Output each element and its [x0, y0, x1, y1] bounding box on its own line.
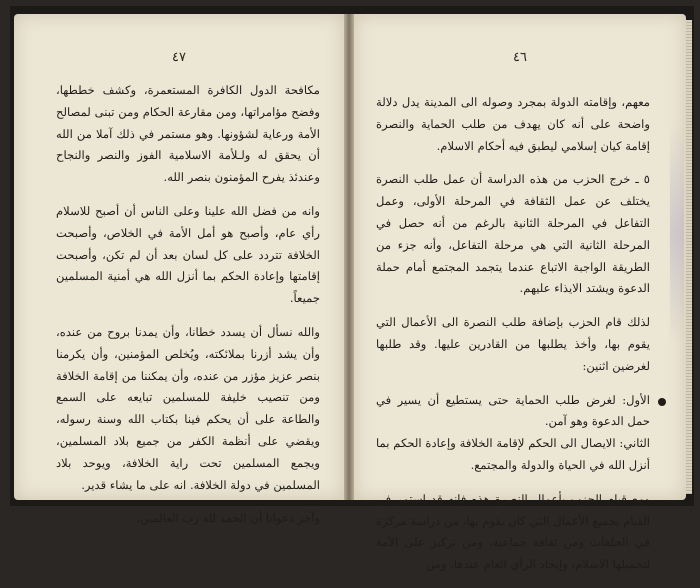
right-paragraph: لذلك قام الحزب بإضافة طلب النصرة الى الأعمال التي يقوم بها، وأخذ يطلبها من القادرين عليها. وقد طلبها لغرضين اثنين: [376, 315, 650, 373]
pencil-mark [670, 124, 684, 344]
right-page [354, 14, 686, 572]
right-paragraph-second-purpose: الثاني: الايصال الى الحكم لإقامة الخلافة وإعادة الحكم بما أنزل الله في الحياة والدولة والمجتمع. [376, 436, 650, 472]
open-book [10, 6, 694, 572]
right-page-number: ٤٦ [513, 50, 527, 65]
left-page-number: ٤٧ [172, 50, 186, 65]
bullet-dot-icon [658, 398, 666, 406]
book-gutter [344, 14, 354, 500]
left-page [14, 14, 344, 526]
right-paragraph: ٥ ـ خرج الحزب من هذه الدراسة أن عمل طلب النصرة يختلف عن عمل الثقافة في المرحلة الأولى، وعمل التفاعل في المرحلة الثانية بالرغم من أنه حصل في المرحلة الثانية التي هي مرحلة التفاعل، وأنه جزء من الطريقة الواجبة الاتباع عندما يتجمد المجتمع أمام حملة الدعوة ويشتد الايذاء عليهم. [376, 172, 650, 296]
right-paragraph: معهم، وإقامته الدولة بمجرد وصوله الى المدينة يدل دلالة واضحة على أنه كان يهدف من طلب الحماية والنصرة إقامة كيان إسلامي ليطبق فيه أحكام الاسلام. [376, 95, 650, 153]
page-edges [686, 20, 692, 494]
left-page-text [56, 80, 320, 542]
right-paragraph: ومع قيام الحزب بأعمال النصرة هذه فإنه قد استمر في القيام بجميع الأعمال التي كان يقوم بها، من دراسة مركزة في الحلقات ومن ثقافة جماعية، ومن تركيز على الأمة لتحميلها الاسلام، وإيجاد الرأي العام عندها، ومن [376, 491, 650, 572]
left-paragraph: مكافحة الدول الكافرة المستعمرة، وكشف خططها، وفضح مؤامراتها، ومن مقارعة الحكام ومن تبنى لمصالح الأمة ورعاية لشؤونها. وهو مستمر في ذلك آملا من الله أن يحقق له ولـلأمة الاسلامية الفوز والنصر والنجاح وعندئذ يفرح المؤمنون بنصر الله. [56, 83, 320, 185]
left-paragraph: والله نسأل أن يسدد خطانا، وأن يمدنا بروح من عنده، وأن يشد أزرنا بملائكته، ويُخلص المؤمنين، وأن يكرمنا بنصر عزيز مؤزر من عنده، وأن يمكننا من إقامة الخلافة ومن تنصيب خليفة للمسلمين تبايعه على السمع والطاعة على أن يحكم فينا بكتاب الله وسنة رسوله، ويقضي على أنظمة الكفر من جميع بلاد المسلمين، ويجمع المسلمين تحت راية الخلافة، ويوحد بلاد المسلمين في دولة الخلافة. انه على ما يشاء قدير. [56, 324, 320, 492]
left-paragraph: وانه من فضل الله علينا وعلى الناس أن أصبح للاسلام رأي عام، وأصبح هو أمل الأمة في الخلاص، وأصبحت الخلافة تتردد على كل لسان بعد أن لم تكن، وأصبحت إقامتها وإعادة الحكم بما أنزل الله هي أمنية المسلمين جميعاً. [56, 203, 320, 306]
left-paragraph-closing: وآخر دعوانا أن الحمد لله رب العالمين. [136, 511, 320, 526]
right-paragraph-first-purpose: الأول: لغرض طلب الحماية حتى يستطيع أن يسير في حمل الدعوة وهو آمن. [376, 392, 650, 429]
right-page-text [376, 92, 650, 588]
